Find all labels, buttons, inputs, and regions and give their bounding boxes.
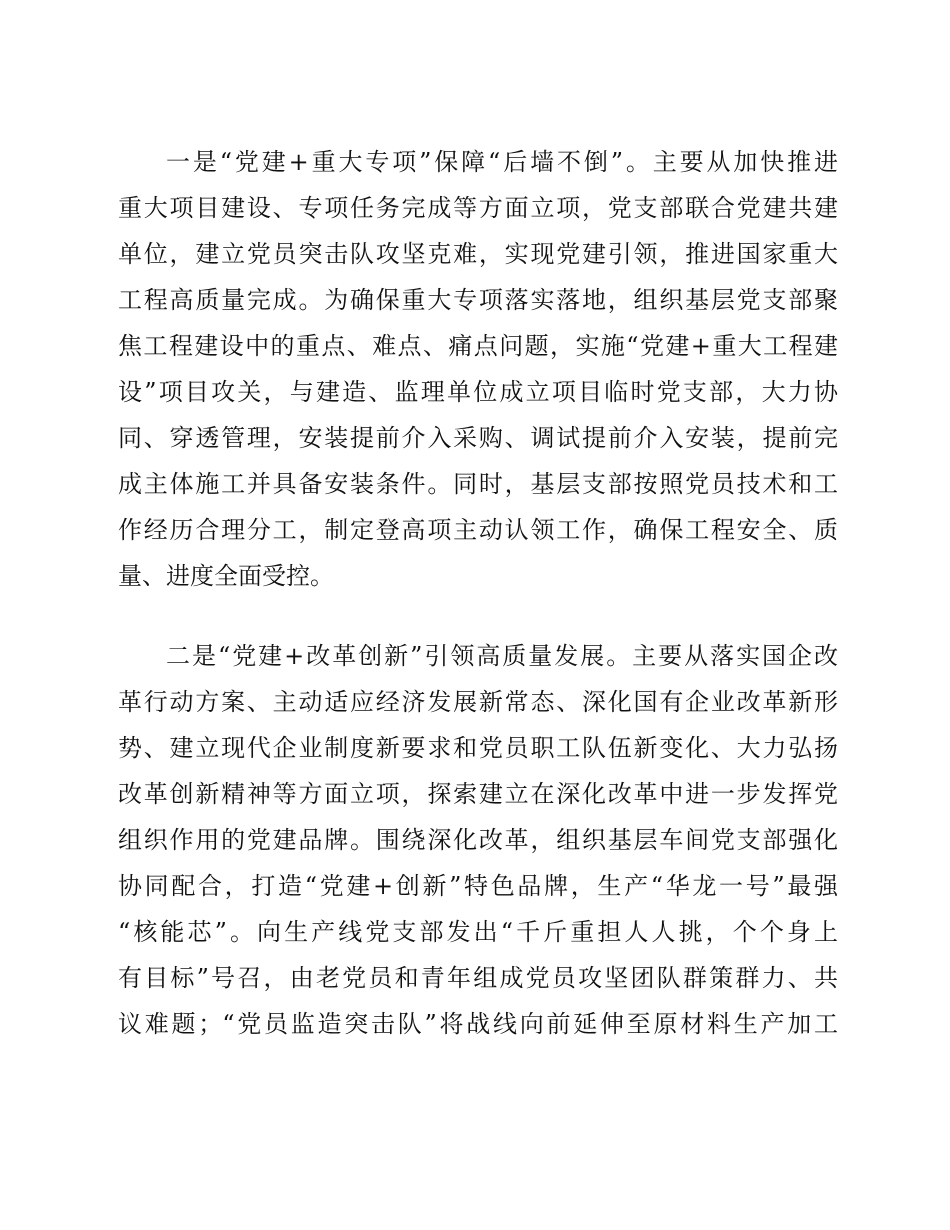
paragraph-line: 势、建立现代企业制度新要求和党员职工队伍新变化、大力弘扬: [118, 734, 838, 762]
paragraph-line: 工程高质量完成。为确保重大专项落实落地，组织基层党支部聚: [118, 286, 838, 314]
paragraph-line: 同、穿透管理，安装提前介入采购、调试提前介入安装，提前完: [118, 424, 838, 452]
paragraph-line: 成主体施工并具备安装条件。同时，基层支部按照党员技术和工: [118, 470, 838, 498]
paragraph-line: 组织作用的党建品牌。围绕深化改革，组织基层车间党支部强化: [118, 826, 838, 854]
paragraph-line: 协同配合，打造“党建+创新”特色品牌，生产“华龙一号”最强: [118, 872, 838, 900]
paragraph-line: 焦工程建设中的重点、难点、痛点问题，实施“党建+重大工程建: [118, 332, 838, 360]
paragraph-line: 单位，建立党员突击队攻坚克难，实现党建引领，推进国家重大: [118, 240, 838, 268]
paragraph-line: 议难题；“党员监造突击队”将战线向前延伸至原材料生产加工: [118, 1010, 838, 1038]
paragraph-line: 改革创新精神等方面立项，探索建立在深化改革中进一步发挥党: [118, 780, 838, 808]
paragraph-line: 一是“党建+重大专项”保障“后墙不倒”。主要从加快推进: [166, 148, 838, 176]
paragraph-line: 有目标”号召，由老党员和青年组成党员攻坚团队群策群力、共: [118, 964, 838, 992]
paragraph-line: 二是“党建+改革创新”引领高质量发展。主要从落实国企改: [166, 642, 838, 670]
paragraph-line: 革行动方案、主动适应经济发展新常态、深化国有企业改革新形: [118, 688, 838, 716]
paragraph-line: “核能芯”。向生产线党支部发出“千斤重担人人挑，个个身上: [118, 918, 838, 946]
paragraph-line: 量、进度全面受控。: [118, 562, 334, 590]
paragraph-line: 设”项目攻关，与建造、监理单位成立项目临时党支部，大力协: [118, 378, 838, 406]
paragraph-line: 重大项目建设、专项任务完成等方面立项，党支部联合党建共建: [118, 194, 838, 222]
paragraph-line: 作经历合理分工，制定登高项主动认领工作，确保工程安全、质: [118, 516, 838, 544]
